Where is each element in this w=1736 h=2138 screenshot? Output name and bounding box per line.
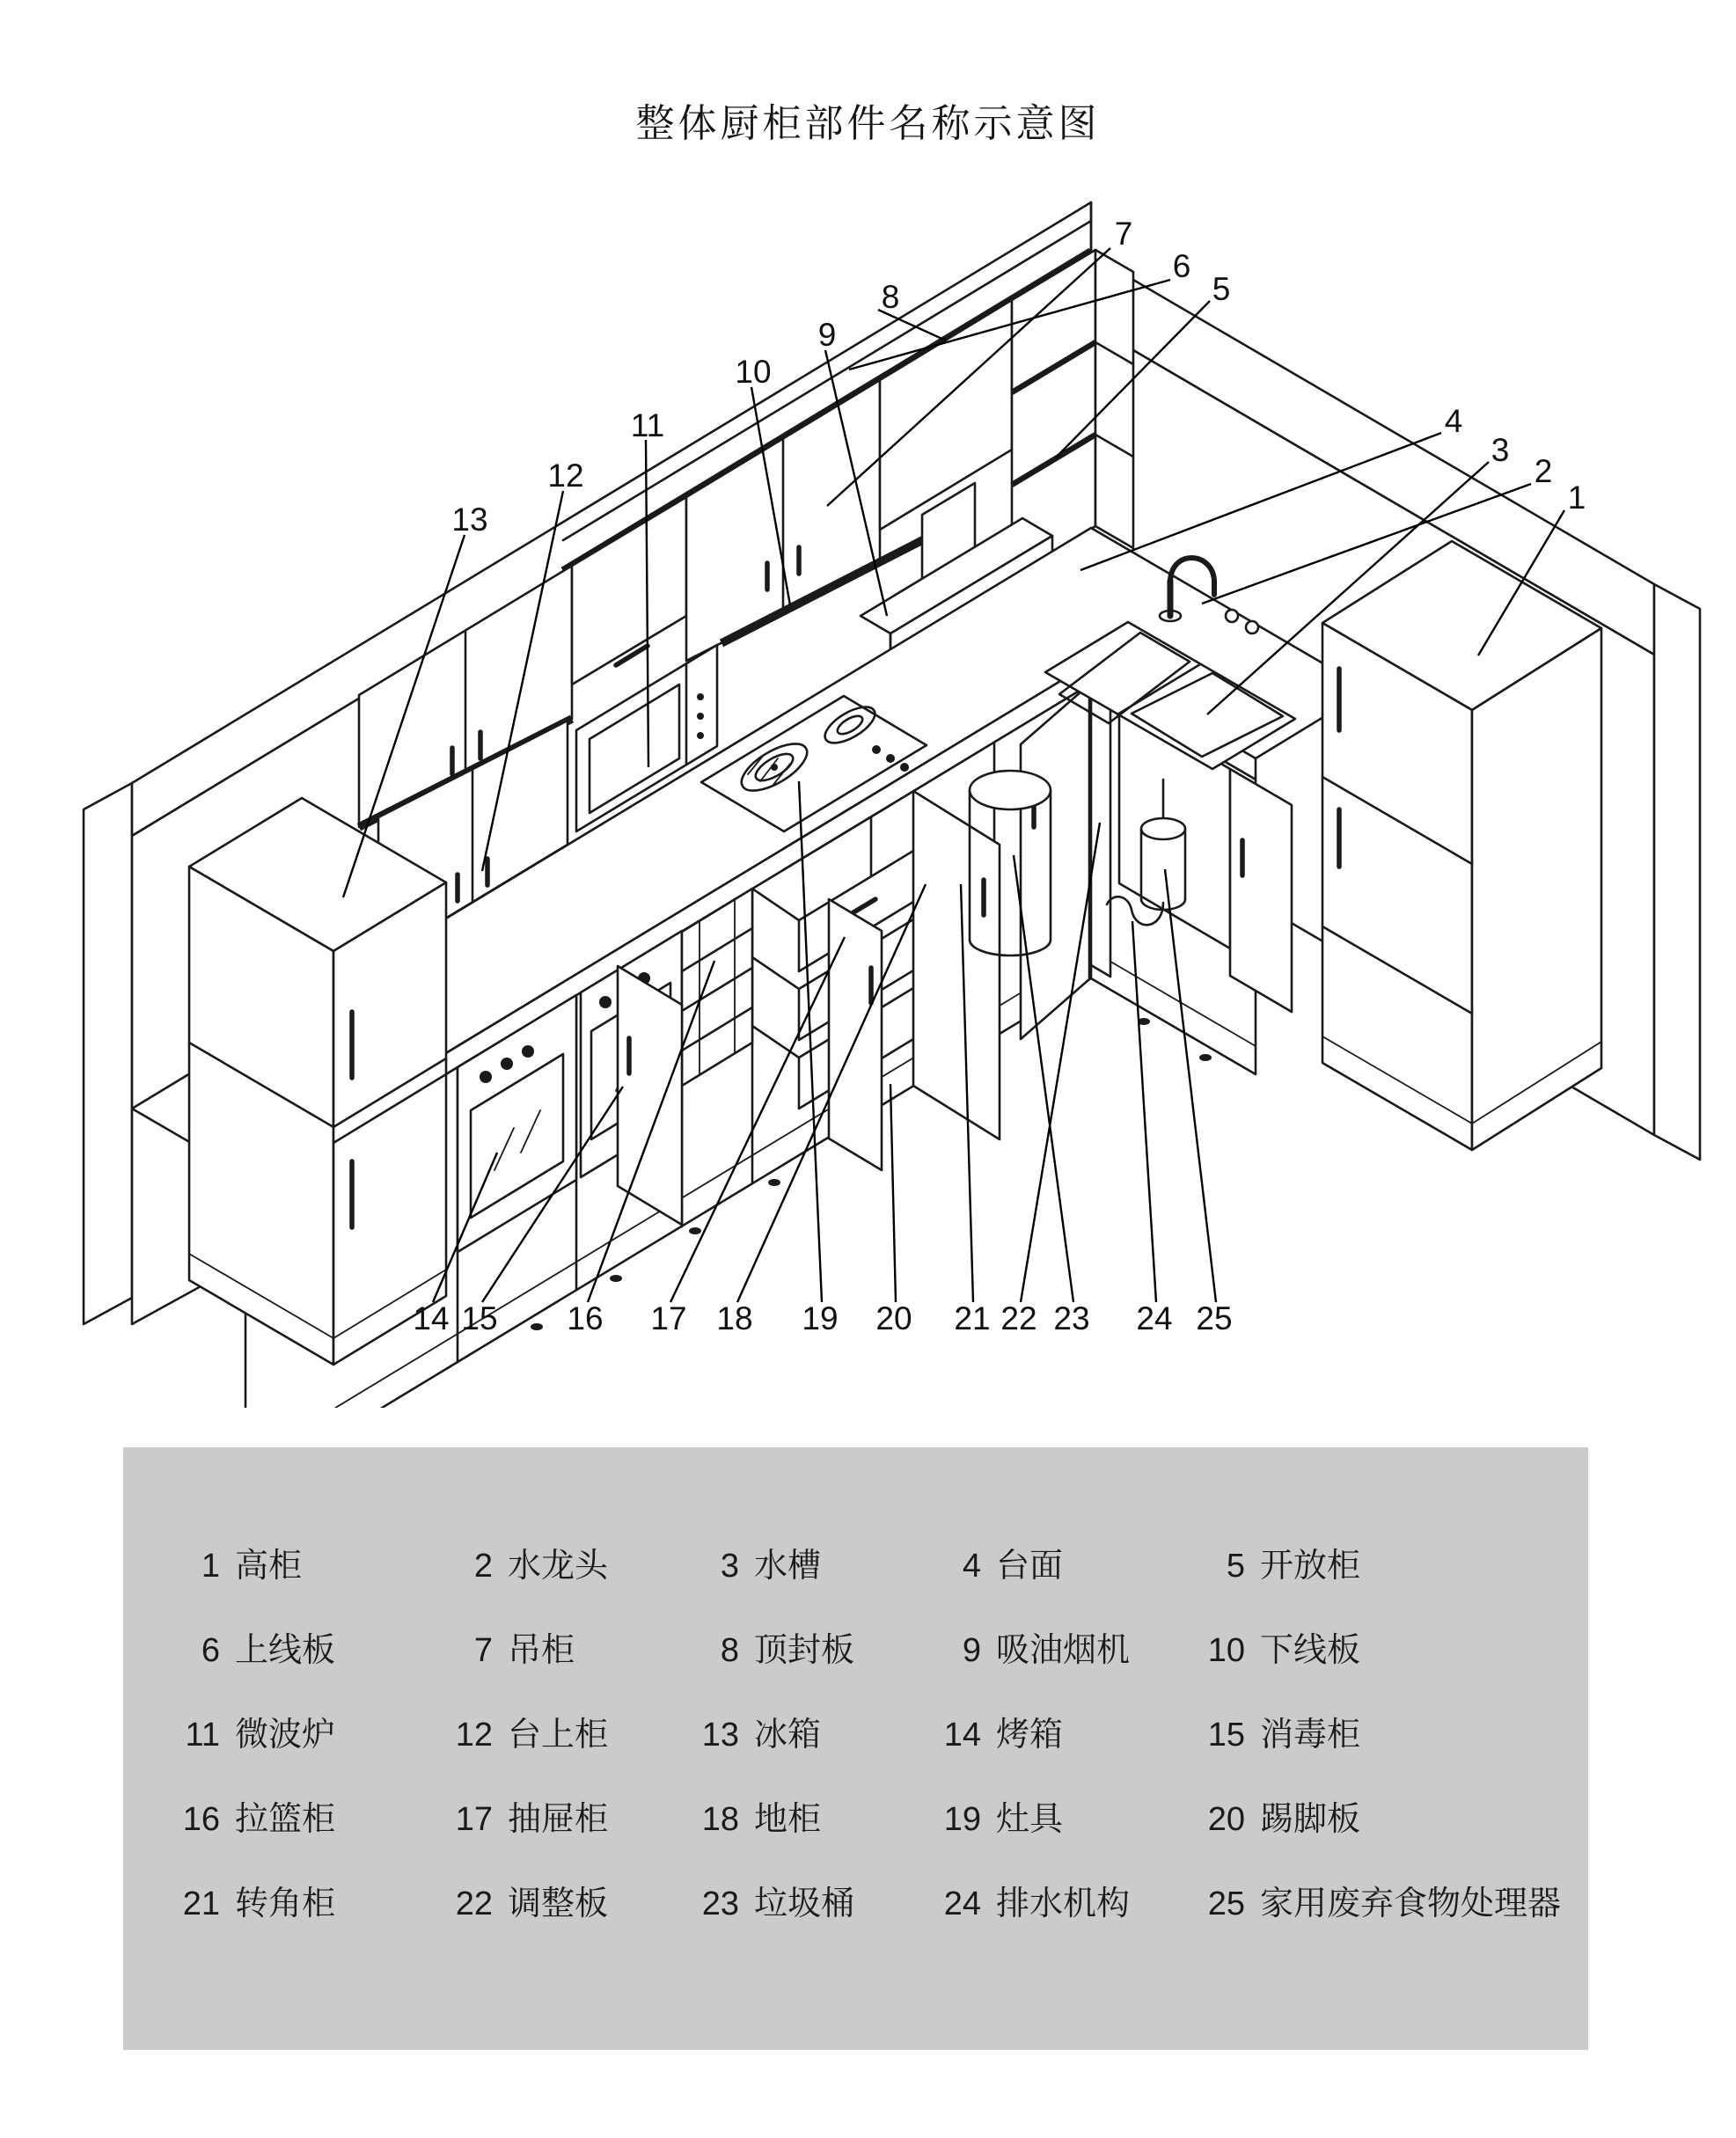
callout-5: 5 xyxy=(1212,271,1231,307)
callout-7: 7 xyxy=(1114,216,1133,252)
callout-10: 10 xyxy=(735,354,772,390)
legend-item-13: 13 冰箱 xyxy=(701,1717,822,1754)
callout-19: 19 xyxy=(802,1300,839,1336)
callout-15: 15 xyxy=(461,1300,498,1336)
legend-row-1 xyxy=(123,1546,1588,1586)
callout-1: 1 xyxy=(1567,480,1586,516)
page-title: 整体厨柜部件名称示意图 xyxy=(635,102,1101,145)
legend-row-4 xyxy=(123,1799,1588,1840)
legend-item-5: 5 开放柜 xyxy=(1226,1548,1361,1585)
sink-cabinet-door xyxy=(1230,769,1292,1012)
callout-24: 24 xyxy=(1136,1300,1173,1336)
legend-item-15: 15 消毒柜 xyxy=(1207,1717,1361,1754)
legend-item-24: 24 排水机构 xyxy=(943,1885,1131,1922)
callout-17: 17 xyxy=(650,1300,687,1336)
callout-6: 6 xyxy=(1172,248,1191,284)
callout-25: 25 xyxy=(1196,1300,1233,1336)
legend-item-2: 2 水龙头 xyxy=(473,1548,609,1585)
legend-item-25: 25 家用废弃食物处理器 xyxy=(1207,1885,1562,1922)
legend-panel xyxy=(123,1447,1588,2050)
legend-item-22: 22 调整板 xyxy=(455,1885,609,1922)
legend-item-20: 20 踢脚板 xyxy=(1207,1801,1361,1838)
left-wall-end-cap xyxy=(84,783,132,1324)
callout-20: 20 xyxy=(875,1300,912,1336)
legend-item-7: 7 吊柜 xyxy=(473,1632,575,1669)
callout-23: 23 xyxy=(1053,1300,1090,1336)
callout-22: 22 xyxy=(1000,1300,1037,1336)
callout-2: 2 xyxy=(1534,453,1553,489)
right-wall-end-cap xyxy=(1654,584,1700,1160)
legend-item-14: 14 烤箱 xyxy=(943,1717,1064,1754)
legend-row-5 xyxy=(123,1884,1588,1924)
legend-row-3 xyxy=(123,1715,1588,1755)
legend-item-4: 4 台面 xyxy=(962,1548,1064,1585)
callout-21: 21 xyxy=(954,1300,991,1336)
legend-item-17: 17 抽屉柜 xyxy=(455,1801,609,1838)
adjustment-board xyxy=(1091,663,1110,977)
leader-20 xyxy=(890,1084,896,1302)
legend-item-1: 1 高柜 xyxy=(201,1548,303,1585)
legend-item-11: 11 微波炉 xyxy=(185,1717,336,1754)
callout-9: 9 xyxy=(817,317,837,353)
callout-11: 11 xyxy=(630,407,665,443)
base-cabinet-door xyxy=(829,899,882,1170)
legend-item-19: 19 灶具 xyxy=(943,1801,1064,1838)
legend-item-9: 9 吸油烟机 xyxy=(962,1632,1131,1669)
legend-item-8: 8 顶封板 xyxy=(720,1632,855,1669)
legend-item-21: 21 转角柜 xyxy=(182,1885,336,1922)
fridge xyxy=(189,798,446,1365)
legend-item-18: 18 地柜 xyxy=(701,1801,822,1838)
callout-16: 16 xyxy=(567,1300,604,1336)
callout-18: 18 xyxy=(716,1300,753,1336)
legend-item-10: 10 下线板 xyxy=(1207,1632,1361,1669)
callout-8: 8 xyxy=(881,279,900,315)
callout-12: 12 xyxy=(547,458,584,494)
legend-item-6: 6 上线板 xyxy=(201,1632,336,1669)
pullout-door xyxy=(618,966,682,1225)
callout-13: 13 xyxy=(451,502,488,538)
callout-4: 4 xyxy=(1444,403,1463,439)
callout-14: 14 xyxy=(413,1300,450,1336)
tall-cabinet xyxy=(1322,541,1601,1150)
legend-item-16: 16 拉篮柜 xyxy=(182,1801,336,1838)
callout-3: 3 xyxy=(1491,432,1510,468)
legend-item-3: 3 水槽 xyxy=(720,1548,822,1585)
legend-item-23: 23 垃圾桶 xyxy=(701,1885,855,1922)
legend-row-2 xyxy=(123,1630,1588,1671)
legend-item-12: 12 台上柜 xyxy=(455,1717,609,1754)
